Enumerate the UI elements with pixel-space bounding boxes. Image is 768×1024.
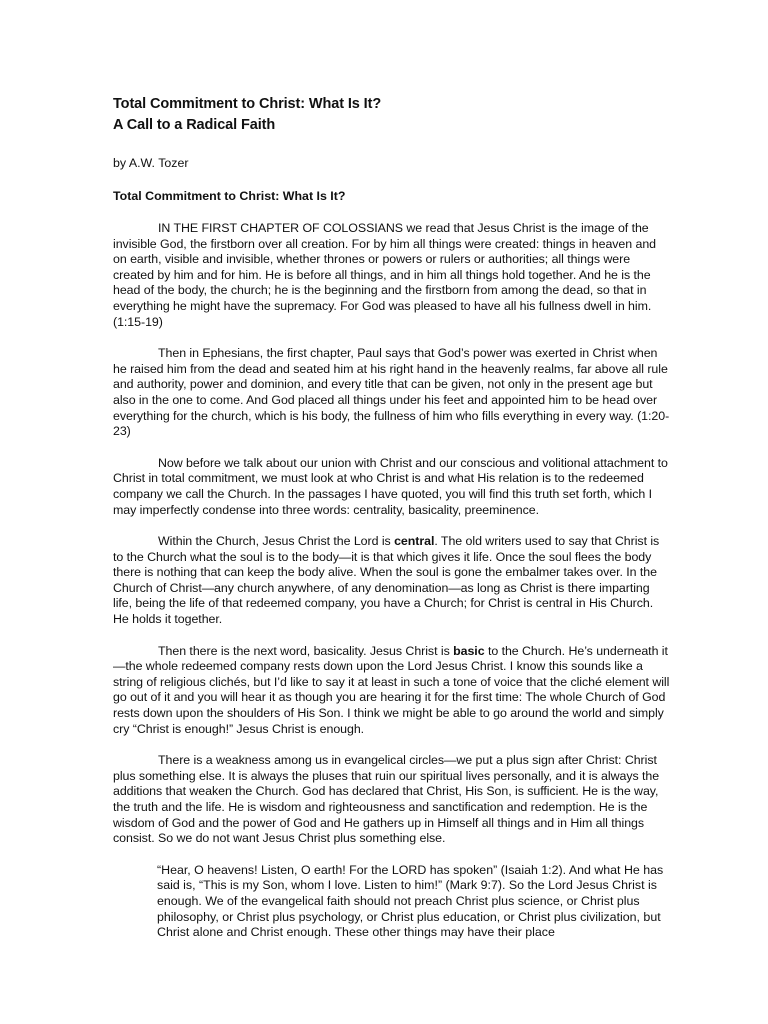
paragraph-1 (113, 221, 672, 330)
document-title (113, 0, 672, 136)
paragraph-3 (113, 456, 672, 518)
paragraph-5 (113, 644, 672, 738)
paragraph-4-emphasis: central (394, 534, 435, 549)
title-line-1: Total Commitment to Christ: What Is It? (113, 96, 382, 112)
paragraph-2 (113, 346, 672, 440)
paragraph-4 (113, 534, 672, 628)
section-heading: Total Commitment to Christ: What Is It? (113, 189, 346, 203)
paragraph-6-text: There is a weakness among us in evangelical circles—we put a plus sign after Christ: Christ plus something else. It is always the pluses that ruin our spiritual lives personally, and it is always the additions that weaken the Church. God has declared that Christ, His Son, is sufficient. He is the way, the truth and the life. He is wisdom and righteousness and sanctification and redemption. He is the wisdom of God and the power of God and He gathers up in Himself all things and in Him all things consist. So we do not want Jesus Christ plus something else. (113, 753, 660, 846)
block-quote-paragraph: “Hear, O heavens! Listen, O earth! For the LORD has spoken” (Isaiah 1:2). And what He has said is, “This is my Son, whom I love. Listen to him!” (Mark 9:7). So the Lord Jesus Christ is enough. We of the evangelical faith should not preach Christ plus science, or Christ plus philosophy, or Christ plus psychology, or Christ plus education, or Christ plus civilization, but Christ alone and Christ enough. These other things may have their place (157, 862, 664, 940)
paragraph-3-text: Now before we talk about our union with Christ and our conscious and volitional attachment to Christ in total commitment, we must look at who Christ is and what His relation is to the redeemed company we call the Church. In the passages I have quoted, you will find this truth set forth, which I may imperfectly condense into three words: centrality, basicality, preeminence. (113, 455, 668, 517)
paragraph-2-text: Then in Ephesians, the first chapter, Paul says that God’s power was exerted in Christ when he raised him from the dead and seated him at his right hand in the heavenly realms, far above all rule and authority, power and dominion, and every title that can be given, not only in the present age but also in the one to come. And God placed all things under his feet and appointed him to be head over everything for the church, which is his body, the fullness of him who fills everything in every way. (1:20-23) (113, 346, 670, 439)
paragraph-5-emphasis: basic (453, 643, 485, 658)
paragraph-4-text-a: Within the Church, Jesus Christ the Lord is (158, 534, 395, 549)
paragraph-1-text: IN THE FIRST CHAPTER OF COLOSSIANS we read that Jesus Christ is the image of the invisible God, the firstborn over all creation. For by him all things were created: things in heaven and on earth, visible and invisible, whether thrones or powers or rulers or authorities; all things were created by him and for him. He is before all things, and in him all things hold together. And he is the head of the body, the church; he is the beginning and the firstborn from among the dead, so that in everything he might have the supremacy. For God was pleased to have all his fullness dwell in him. (1:15-19) (113, 221, 657, 329)
paragraph-6 (113, 753, 672, 847)
paragraph-4-text-b: . The old writers used to say that Christ is to the Church what the soul is to the body—it is that which gives it life. Once the soul flees the body there is nothing that can keep the body alive. When the soul is gone the embalmer takes over. In the Church of Christ—any church anywhere, of any denomination—as long as Christ is there imparting life, being the life of that redeemed company, you have a Church; for Christ is central in His Church. He holds it together. (113, 534, 660, 627)
paragraph-5-text-a: Then there is the next word, basicality. Jesus Christ is (158, 643, 454, 658)
paragraph-5-text-b: to the Church. He’s underneath it—the whole redeemed company rests down upon the Lord Jesus Christ. I know this sounds like a string of religious clichés, but I’d like to say it at least in such a tone of voice that the cliché element will go out of it and you will hear it as though you are hearing it for the first time: The whole Church of God rests down upon the shoulders of His Son. I think we might be able to go around the world and simply cry “Christ is enough!” Jesus Christ is enough. (113, 643, 670, 736)
title-line-2: A Call to a Radical Faith (113, 117, 276, 133)
author-byline: by A.W. Tozer (113, 156, 189, 170)
